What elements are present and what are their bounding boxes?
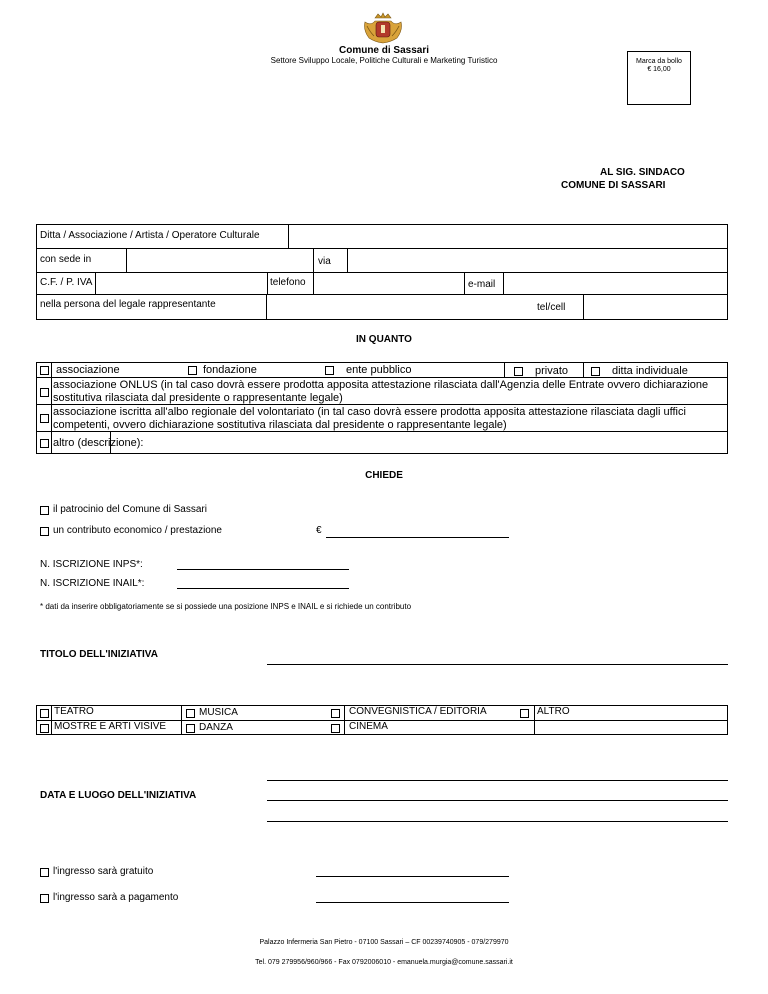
altro-label: altro (descrizione): (53, 437, 144, 449)
coat-of-arms-icon (361, 12, 405, 44)
altro-categoria-label: ALTRO (537, 706, 570, 717)
convegni-checkbox[interactable] (331, 709, 340, 718)
teatro-label: TEATRO (54, 706, 94, 717)
fondazione-label: fondazione (203, 364, 257, 376)
stamp-label: Marca da bollo (636, 58, 682, 65)
altro-checkbox[interactable] (40, 439, 49, 448)
mostre-label: MOSTRE E ARTI VISIVE (54, 721, 167, 732)
danza-label: DANZA (199, 722, 233, 733)
associazione-label: associazione (56, 364, 120, 376)
name-label: Ditta / Associazione / Artista / Operatore Culturale (40, 230, 260, 241)
ingresso-pagamento-checkbox[interactable] (40, 894, 49, 903)
data-luogo-field-2[interactable] (267, 800, 728, 801)
altro-categoria-checkbox[interactable] (520, 709, 529, 718)
musica-checkbox[interactable] (186, 709, 195, 718)
contributo-checkbox[interactable] (40, 527, 49, 536)
data-luogo-field-1[interactable] (267, 780, 728, 781)
email-field[interactable] (505, 274, 726, 292)
in-quanto-heading: IN QUANTO (356, 334, 412, 345)
inail-label: N. ISCRIZIONE INAIL*: (40, 578, 145, 589)
contributo-amount-field[interactable] (326, 537, 509, 538)
mostre-checkbox[interactable] (40, 724, 49, 733)
fondazione-checkbox[interactable] (188, 366, 197, 375)
ingresso-gratuito-field[interactable] (316, 876, 509, 877)
convegni-label: CONVEGNISTICA / EDITORIA (349, 706, 487, 717)
rep-field[interactable] (268, 296, 528, 318)
ente-pubblico-checkbox[interactable] (325, 366, 334, 375)
org-name: Comune di Sassari (338, 45, 430, 56)
cf-label: C.F. / P. IVA (40, 277, 93, 288)
rep-label: nella persona del legale rappresentante (40, 299, 216, 310)
chiede-heading: CHIEDE (365, 470, 403, 481)
volontariato-line2: competenti, ovvero dichiarazione sostitutiva rilasciata dal presidente o rappresentante legale) (53, 419, 507, 431)
addressee-line2: COMUNE DI SASSARI (561, 180, 666, 191)
associazione-checkbox[interactable] (40, 366, 49, 375)
ingresso-pagamento-field[interactable] (316, 902, 509, 903)
inps-label: N. ISCRIZIONE INPS*: (40, 559, 143, 570)
volontariato-checkbox[interactable] (40, 414, 49, 423)
via-field[interactable] (349, 250, 726, 270)
onlus-checkbox[interactable] (40, 388, 49, 397)
footer-address: Palazzo Infermeria San Pietro - 07100 Sassari – CF 00239740905 - 079/279970 (259, 939, 509, 946)
addressee-line1: AL SIG. SINDACO (600, 167, 685, 178)
sede-field[interactable] (128, 250, 311, 270)
inps-field[interactable] (177, 569, 349, 570)
ingresso-gratuito-label: l'ingresso sarà gratuito (53, 866, 154, 877)
data-luogo-label: DATA E LUOGO DELL'INIZIATIVA (40, 790, 197, 801)
ingresso-gratuito-checkbox[interactable] (40, 868, 49, 877)
footer-contacts: Tel. 079 279956/960/966 - Fax 0792006010 - emanuela.murgia@comune.sassari.it (255, 959, 513, 966)
onlus-line1: associazione ONLUS (in tal caso dovrà essere prodotta apposita attestazione rilasciata dall'Agenzia delle Entrate ovvero dichiarazione (53, 379, 709, 391)
sector-name: Settore Sviluppo Locale, Politiche Culturali e Marketing Turistico (270, 56, 498, 65)
cf-field[interactable] (97, 274, 265, 292)
ente-pubblico-label: ente pubblico (346, 364, 412, 376)
name-field[interactable] (290, 226, 726, 246)
privato-checkbox[interactable] (514, 367, 523, 376)
patrocinio-checkbox[interactable] (40, 506, 49, 515)
ditta-checkbox[interactable] (591, 367, 600, 376)
contributo-label: un contributo economico / prestazione (53, 525, 222, 536)
data-luogo-field-3[interactable] (267, 821, 728, 822)
teatro-checkbox[interactable] (40, 709, 49, 718)
ditta-label: ditta individuale (612, 365, 688, 377)
onlus-line2: sostitutiva rilasciata dal presidente o rappresentante legale) (53, 392, 343, 404)
obligatory-note: * dati da inserire obbligatoriamente se si possiede una posizione INPS e INAIL e si richiede un contributo (40, 602, 412, 611)
musica-label: MUSICA (199, 707, 238, 718)
email-label: e-mail (468, 279, 496, 290)
privato-label: privato (535, 365, 569, 377)
volontariato-line1: associazione iscritta all'albo regionale del volontariato (in tal caso dovrà essere prodotta apposita attestazione rilasciata dagli uffici (53, 406, 686, 418)
danza-checkbox[interactable] (186, 724, 195, 733)
cinema-checkbox[interactable] (331, 724, 340, 733)
titolo-field[interactable] (267, 664, 728, 665)
via-label: via (318, 256, 331, 267)
euro-sign: € (316, 525, 322, 536)
stamp-value: € 16,00 (647, 66, 671, 73)
telcell-field[interactable] (585, 296, 726, 318)
sede-label: con sede in (40, 254, 92, 265)
titolo-label: TITOLO DELL'INIZIATIVA (40, 649, 158, 660)
telefono-field[interactable] (315, 274, 462, 292)
cinema-label: CINEMA (349, 721, 388, 732)
altro-field[interactable] (112, 433, 726, 452)
telefono-label: telefono (270, 277, 306, 288)
patrocinio-label: il patrocinio del Comune di Sassari (53, 504, 207, 515)
telcell-label: tel/cell (537, 302, 566, 313)
ingresso-pagamento-label: l'ingresso sarà a pagamento (53, 892, 179, 903)
inail-field[interactable] (177, 588, 349, 589)
